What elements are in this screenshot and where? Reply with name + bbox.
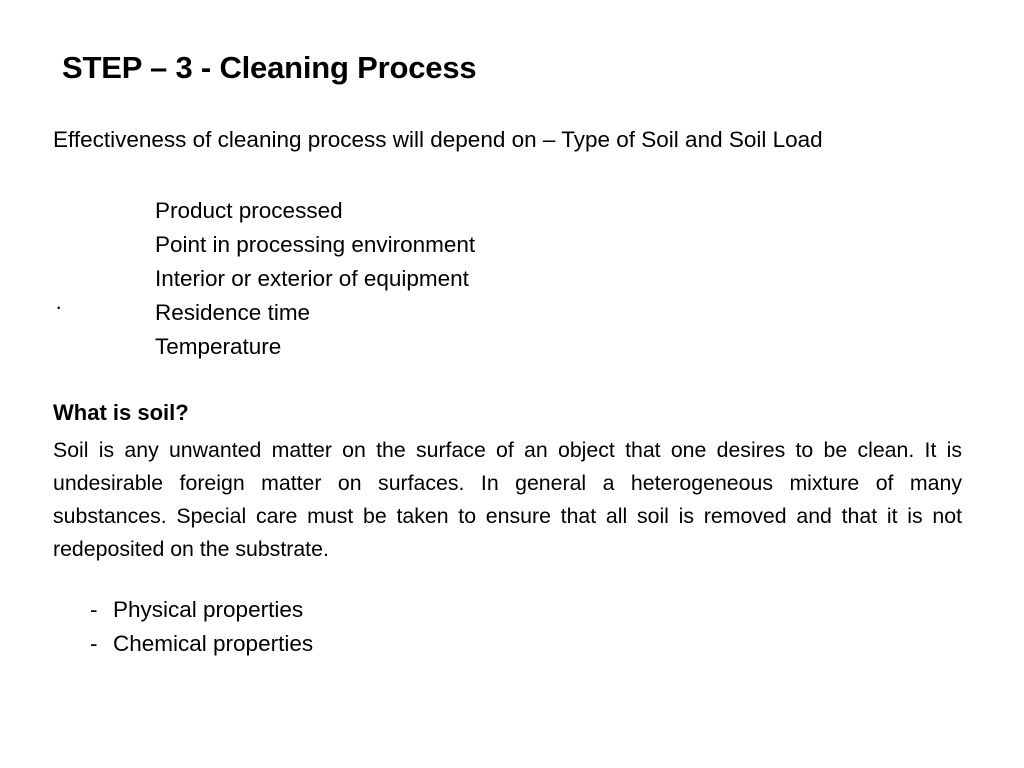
factor-list — [155, 196, 475, 366]
property-label: Physical properties — [113, 597, 304, 622]
property-label: Chemical properties — [113, 631, 314, 656]
factor-item: Product processed — [155, 198, 343, 223]
slide-title: STEP – 3 - Cleaning Process — [62, 50, 477, 85]
factor-item: Interior or exterior of equipment — [155, 266, 469, 291]
factor-item: Residence time — [155, 300, 311, 325]
property-item — [90, 628, 313, 662]
factor-item: Temperature — [155, 334, 282, 359]
bullet-dot: · — [55, 294, 63, 319]
dash-marker: - — [90, 631, 98, 656]
property-item — [90, 594, 313, 628]
soil-definition: Soil is any unwanted matter on the surface of an object that one desires to be clean. It is undesirable foreign matter on surfaces. In general a heterogeneous mixture of many substances. Special care must be taken to ensure that all soil is removed and that it is not redeposited on the substrate. — [53, 438, 962, 561]
factor-item: Point in processing environment — [155, 232, 476, 257]
dash-marker: - — [90, 597, 98, 622]
property-list — [90, 594, 313, 662]
soil-heading: What is soil? — [53, 400, 189, 425]
intro-text: Effectiveness of cleaning process will depend on – Type of Soil and Soil Load — [53, 127, 823, 152]
